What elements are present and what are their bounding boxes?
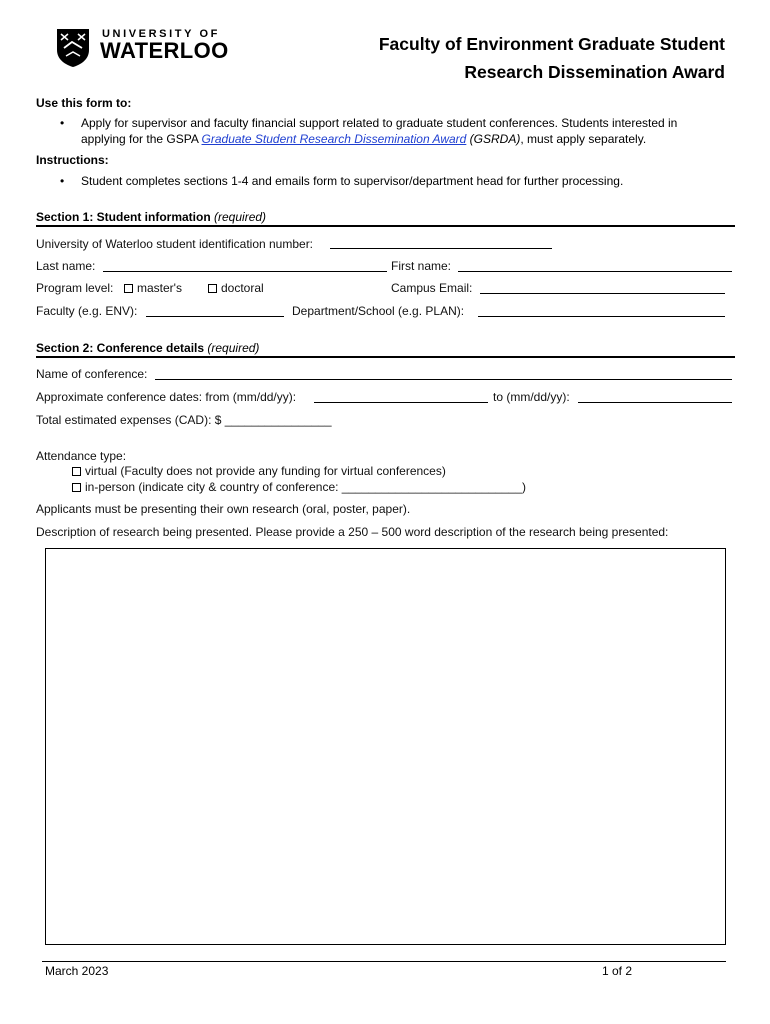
instructions-text: Student completes sections 1-4 and emails form to supervisor/department head for further processing. bbox=[81, 174, 624, 188]
student-id-field[interactable] bbox=[330, 248, 552, 249]
title-line-1: Faculty of Environment Graduate Student bbox=[378, 34, 725, 54]
virtual-checkbox[interactable] bbox=[72, 467, 81, 476]
last-name-label: Last name: bbox=[36, 259, 96, 273]
use-form-bullet bbox=[60, 115, 740, 149]
title-line-2: Research Dissemination Award bbox=[464, 62, 725, 82]
logo-waterloo: WATERLOO bbox=[100, 38, 229, 63]
instructions-bullet bbox=[60, 173, 740, 189]
use-form-line-1: Apply for supervisor and faculty financial support related to graduate student conferences. Students interested in bbox=[81, 116, 678, 130]
dates-from-label: Approximate conference dates: from (mm/dd/yy): bbox=[36, 390, 297, 404]
description-label: Description of research being presented. Please provide a 250 – 500 word description of the research being presented: bbox=[36, 525, 669, 539]
doctoral-checkbox[interactable] bbox=[208, 284, 217, 293]
department-label: Department/School (e.g. PLAN): bbox=[292, 304, 465, 318]
campus-email-field[interactable] bbox=[480, 293, 725, 294]
instructions-heading: Instructions: bbox=[36, 153, 109, 167]
doctoral-option[interactable]: doctoral bbox=[208, 281, 264, 295]
description-textarea[interactable] bbox=[45, 548, 726, 945]
use-form-line-2-post: , must apply separately. bbox=[520, 132, 647, 146]
section-2-title: Section 2: Conference details (required) bbox=[36, 341, 260, 355]
bullet-icon: • bbox=[60, 116, 65, 130]
attendance-label: Attendance type: bbox=[36, 449, 127, 463]
conference-name-label: Name of conference: bbox=[36, 367, 148, 381]
section-2-divider bbox=[36, 356, 735, 358]
virtual-option[interactable]: virtual (Faculty does not provide any funding for virtual conferences) bbox=[72, 464, 446, 478]
footer-divider bbox=[42, 961, 726, 962]
in-person-option[interactable]: in-person (indicate city & country of conference: ___________________________) bbox=[72, 480, 526, 494]
presenting-note: Applicants must be presenting their own research (oral, poster, paper). bbox=[36, 502, 411, 516]
gsrda-link[interactable]: Graduate Student Research Dissemination Award bbox=[201, 132, 467, 146]
campus-email-label: Campus Email: bbox=[391, 281, 473, 295]
use-form-heading: Use this form to: bbox=[36, 96, 132, 110]
bullet-icon: • bbox=[60, 174, 65, 188]
page-title bbox=[379, 30, 725, 86]
university-crest-icon bbox=[56, 28, 90, 68]
masters-option[interactable]: master's bbox=[124, 281, 182, 295]
program-level-label: Program level: bbox=[36, 281, 114, 295]
first-name-field[interactable] bbox=[458, 271, 732, 272]
student-id-label: University of Waterloo student identification number: bbox=[36, 237, 314, 251]
section-1-title: Section 1: Student information (required) bbox=[36, 210, 267, 224]
in-person-checkbox[interactable] bbox=[72, 483, 81, 492]
dates-to-label: to (mm/dd/yy): bbox=[493, 390, 570, 404]
department-field[interactable] bbox=[478, 316, 725, 317]
university-logo bbox=[56, 28, 231, 74]
dates-to-field[interactable] bbox=[578, 402, 732, 403]
expenses-field[interactable]: Total estimated expenses (CAD): $ ________________ bbox=[36, 413, 332, 427]
conference-name-field[interactable] bbox=[155, 379, 732, 380]
section-1-divider bbox=[36, 225, 735, 227]
faculty-field[interactable] bbox=[146, 316, 284, 317]
footer-page-number: 1 of 2 bbox=[602, 964, 633, 978]
first-name-label: First name: bbox=[391, 259, 452, 273]
last-name-field[interactable] bbox=[103, 271, 387, 272]
logo-university-of: UNIVERSITY OF bbox=[102, 28, 220, 40]
gsrda-abbrev: (GSRDA) bbox=[466, 132, 521, 146]
faculty-label: Faculty (e.g. ENV): bbox=[36, 304, 138, 318]
dates-from-field[interactable] bbox=[314, 402, 488, 403]
use-form-line-2-pre: applying for the GSPA bbox=[81, 132, 202, 146]
footer-date: March 2023 bbox=[45, 964, 109, 978]
masters-checkbox[interactable] bbox=[124, 284, 133, 293]
